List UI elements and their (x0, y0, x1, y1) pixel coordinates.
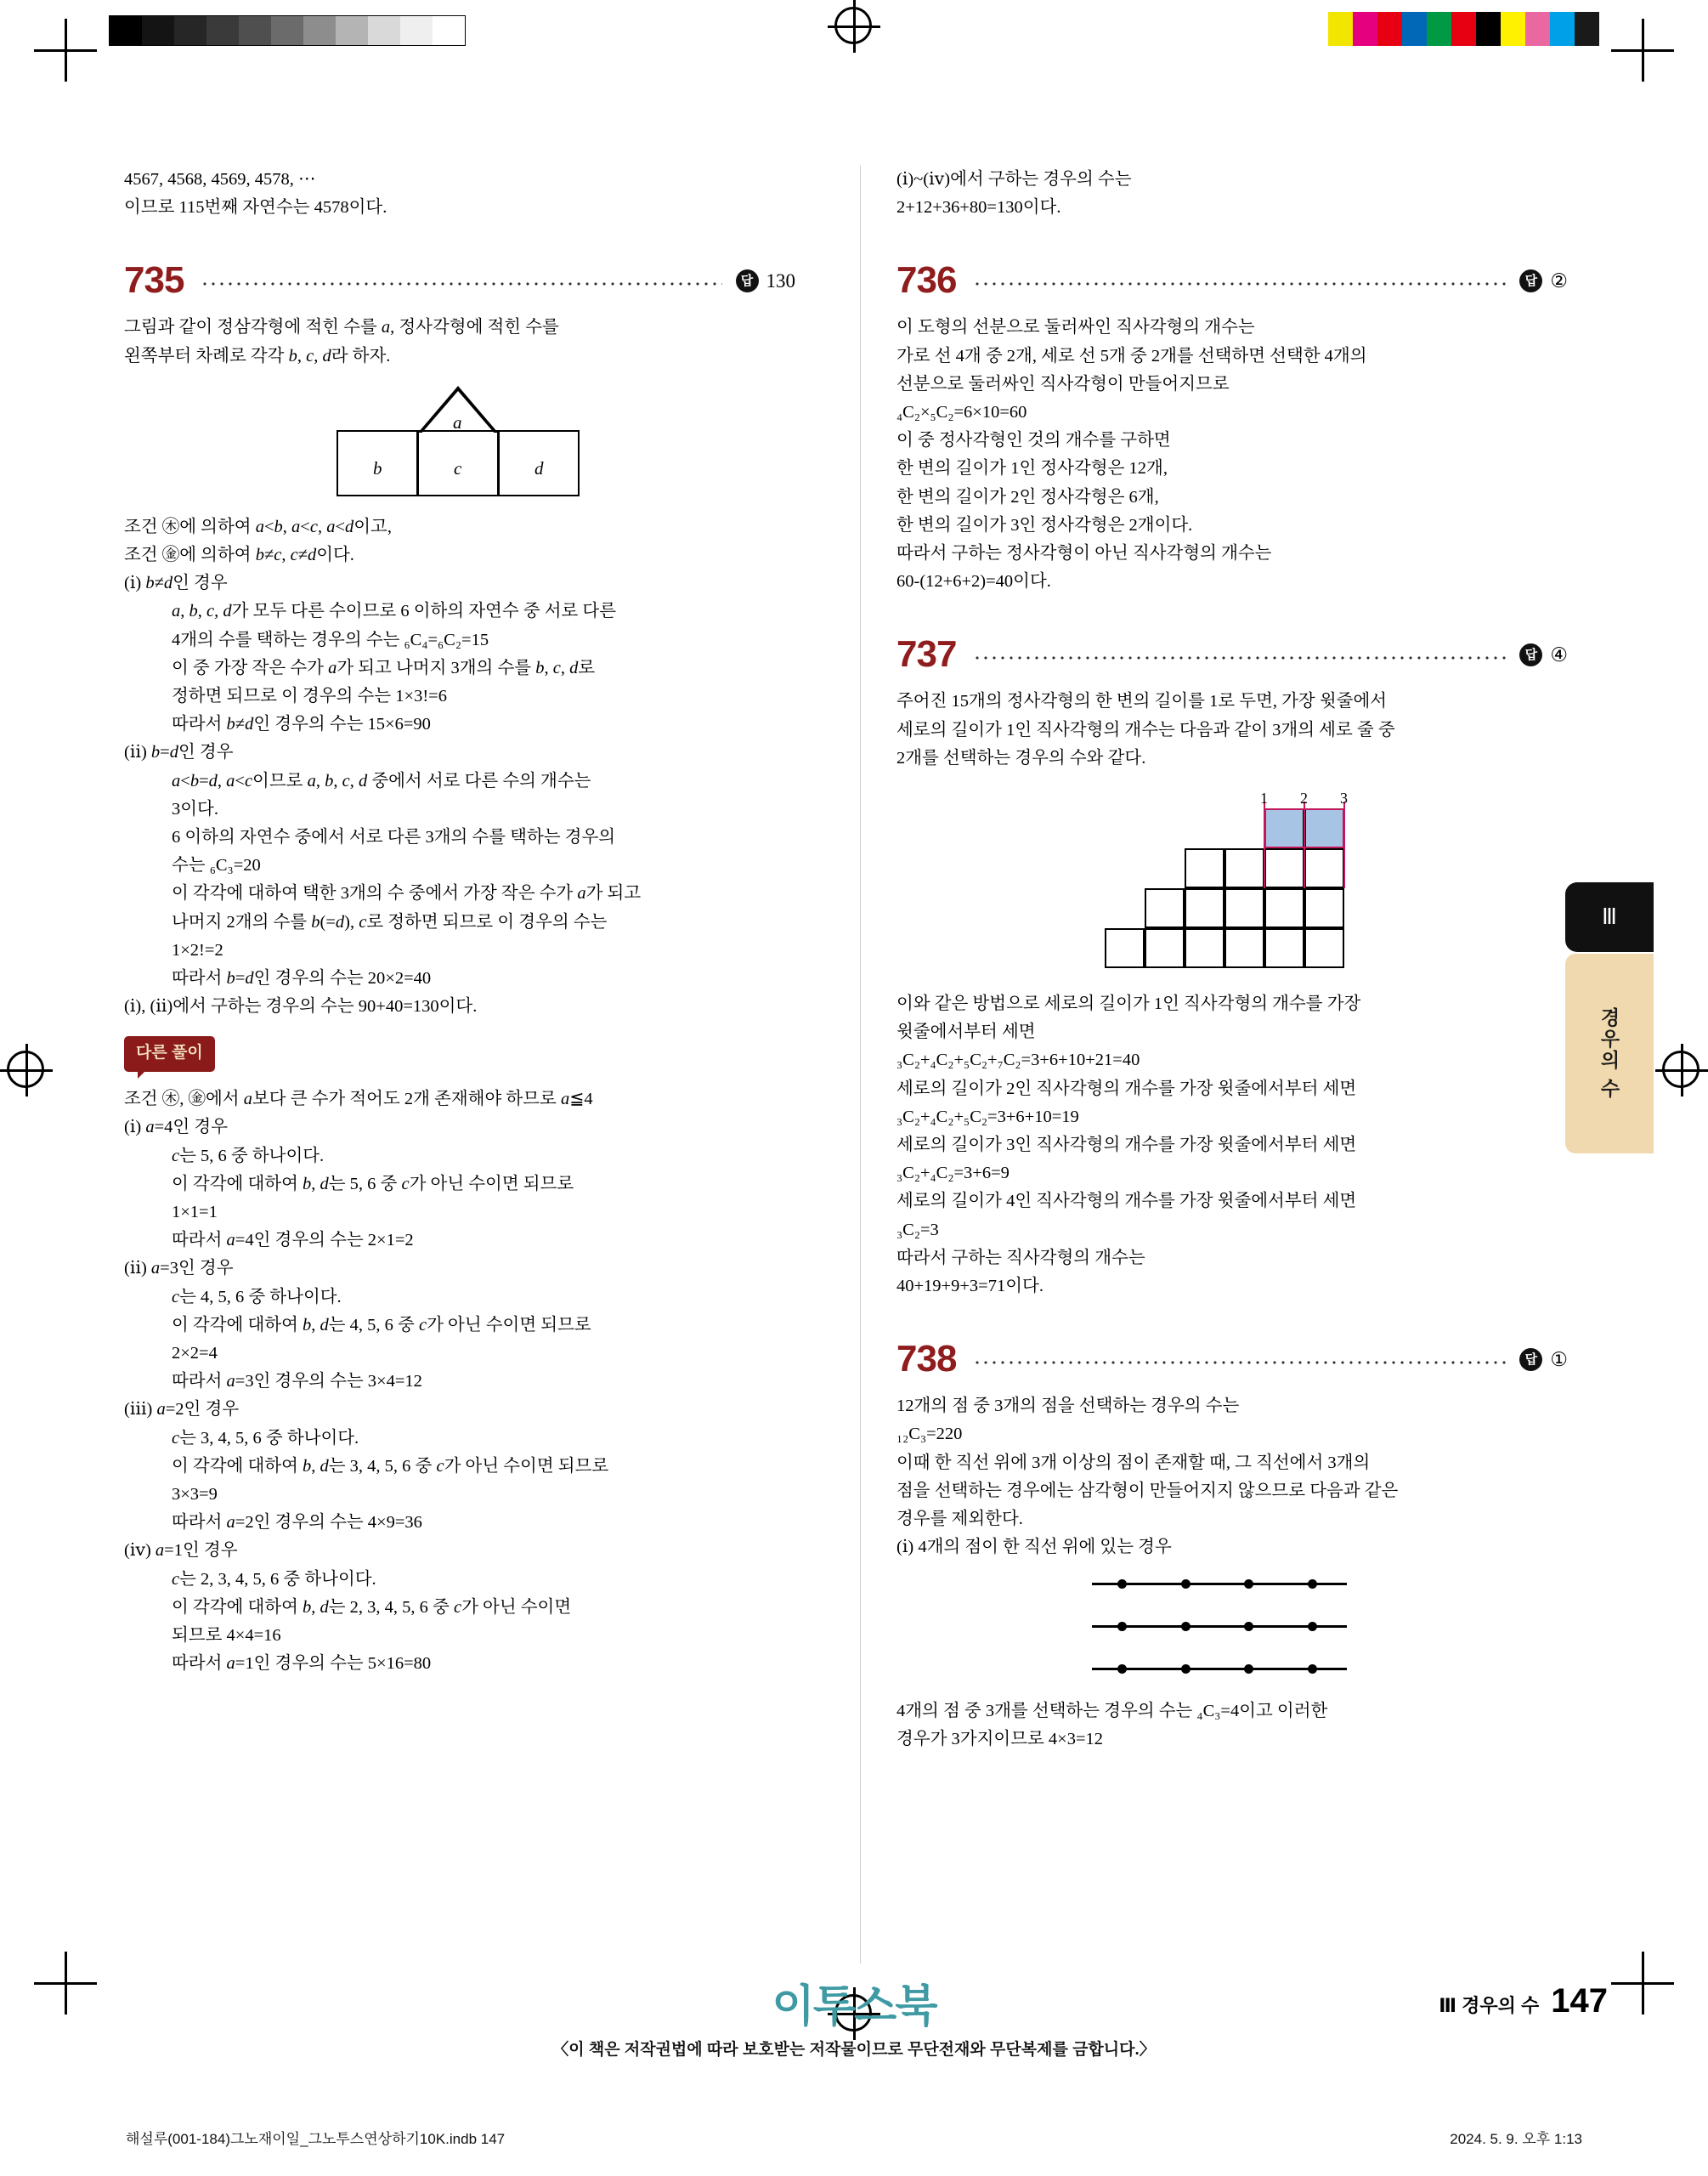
grid-cell (1105, 928, 1145, 968)
collinear-point (1117, 1622, 1127, 1631)
problem-735-header (124, 256, 795, 305)
label-b: b (373, 457, 382, 479)
grid-tick-line-1 (1264, 802, 1265, 888)
collinear-point (1244, 1664, 1253, 1674)
collinear-point (1117, 1579, 1127, 1589)
color-patch-4 (1427, 12, 1451, 46)
answer-circle-icon: 답 (1519, 643, 1542, 666)
gray-patch-0 (110, 16, 142, 45)
problem-736-answer (1519, 265, 1568, 297)
text-line: 이 각각에 대하여 b, d는 3, 4, 5, 6 중 c가 아닌 수이면 되므로 (172, 1456, 609, 1476)
leader-dots (973, 646, 1506, 663)
text-line: 경우가 3가지이므로 4×3=12 (896, 1729, 1104, 1748)
color-patch-0 (1328, 12, 1353, 46)
chapter-tab-title (1565, 954, 1654, 1153)
registration-mark-top (828, 0, 880, 53)
text-line: 주어진 15개의 정사각형의 한 변의 길이를 1로 두면, 가장 윗줄에서 (896, 692, 1388, 711)
text-line: 4개의 수를 택하는 경우의 수는 ₆C₄=₆C₂=15 (172, 630, 489, 649)
color-patch-5 (1451, 12, 1476, 46)
text-line: 세로의 길이가 2인 직사각형의 개수를 가장 윗줄에서부터 세면 (896, 1079, 1357, 1098)
text-line: 따라서 a=2인 경우의 수는 4×9=36 (172, 1513, 422, 1533)
text-line: 점을 선택하는 경우에는 삼각형이 만들어지지 않으므로 다음과 같은 (896, 1481, 1399, 1500)
text-line: 이 각각에 대하여 택한 3개의 수 중에서 가장 작은 수가 a가 되고 (172, 884, 642, 904)
crop-mark-top-left (34, 19, 97, 82)
chapter-title-label: 경우의 수 (1598, 1007, 1620, 1100)
problem-738-solution-part1 (896, 1392, 1568, 1561)
text-line: 이때 한 직선 위에 3개 이상의 점이 존재할 때, 그 직선에서 3개의 (896, 1453, 1371, 1472)
text-line: 따라서 a=1인 경우의 수는 5×16=80 (172, 1654, 432, 1674)
text-line: 따라서 b≠d인 경우의 수는 15×6=90 (172, 715, 431, 734)
grid-tick-label-1: 1 (1260, 790, 1268, 808)
registration-mark-right (1655, 1044, 1708, 1096)
collinear-point (1181, 1579, 1191, 1589)
text-line: 이 각각에 대하여 b, d는 4, 5, 6 중 c가 아닌 수이면 되므로 (172, 1315, 591, 1334)
text-line: 한 변의 길이가 3인 정사각형은 2개이다. (896, 515, 1193, 535)
collinear-point (1308, 1622, 1317, 1631)
gray-patch-3 (206, 16, 239, 45)
gray-patch-9 (400, 16, 433, 45)
leader-dots (201, 272, 721, 289)
grid-cell (1304, 928, 1344, 968)
label-d: d (534, 457, 544, 479)
color-patch-10 (1575, 12, 1599, 46)
problem-737-answer (1519, 639, 1568, 671)
grid-cell (1264, 848, 1304, 888)
problem-735-answer-value: 130 (766, 269, 795, 292)
text-line: 3×3=9 (172, 1485, 218, 1504)
problem-738-header (896, 1334, 1568, 1384)
text-line: 한 변의 길이가 2인 정사각형은 6개, (896, 487, 1159, 507)
problem-738-answer (1519, 1344, 1568, 1375)
footer-chapter-label: Ⅲ 경우의 수 (1439, 1995, 1540, 2016)
grid-cell (1224, 928, 1264, 968)
text-line: (ⅰ), (ⅱ)에서 구하는 경우의 수는 90+40=130이다. (124, 997, 478, 1017)
text-line: (ⅳ) a=1인 경우 (124, 1541, 238, 1561)
collinear-point (1308, 1664, 1317, 1674)
grid-tick-label-2: 2 (1300, 790, 1308, 808)
text-line: 이와 같은 방법으로 세로의 길이가 1인 직사각형의 개수를 가장 (896, 994, 1361, 1014)
crop-mark-bottom-left (34, 1952, 97, 2014)
grid-tick-line-2 (1304, 802, 1305, 888)
grid-cell-selected (1264, 808, 1304, 848)
text-line: 60-(12+6+2)=40이다. (896, 572, 1051, 592)
problem-737-intro (896, 688, 1568, 773)
continued-line-2: 이므로 115번째 자연수는 4578이다. (124, 198, 387, 218)
text-line: 나머지 2개의 수를 b(=d), c로 정하면 되므로 이 경우의 수는 (172, 912, 608, 932)
grid-cell (1264, 928, 1304, 968)
gray-patch-6 (303, 16, 336, 45)
text-line: ₃C₂+₄C₂+₅C₂+₇C₂=3+6+10+21=40 (896, 1051, 1140, 1070)
label-c: c (454, 457, 462, 479)
alt-solution-badge: 다른 풀이 (124, 1036, 215, 1072)
text-line: 조건 ㊍, ㊎에서 a보다 큰 수가 적어도 2개 존재해야 하므로 a≦4 (124, 1090, 593, 1109)
text-line: (ⅰ) b≠d인 경우 (124, 574, 228, 593)
color-patch-7 (1501, 12, 1525, 46)
problem-737-header (896, 630, 1568, 679)
problem-736-answer-value: ② (1550, 269, 1568, 292)
staircase-grid-diagram (1105, 786, 1360, 972)
text-line: c는 2, 3, 4, 5, 6 중 하나이다. (172, 1569, 376, 1589)
grid-tick-line-3 (1343, 802, 1345, 888)
collinear-point (1181, 1664, 1191, 1674)
text-line: 정하면 되므로 이 경우의 수는 1×3!=6 (172, 687, 447, 706)
problem-735-continued (896, 166, 1568, 222)
text-line: ₃C₂+₄C₂+₅C₂=3+6+10=19 (896, 1107, 1079, 1126)
color-patch-3 (1402, 12, 1427, 46)
text-line: 따라서 b=d인 경우의 수는 20×2=40 (172, 969, 432, 989)
text-line: c는 3, 4, 5, 6 중 하나이다. (172, 1428, 359, 1448)
text-line: ₃C₂=3 (896, 1220, 939, 1239)
text-line: 세로의 길이가 1인 직사각형의 개수는 다음과 같이 3개의 세로 줄 중 (896, 720, 1395, 740)
problem-736-solution (896, 314, 1568, 596)
grid-cell-selected (1304, 808, 1344, 848)
grid-cell (1145, 888, 1185, 928)
collinear-point (1117, 1664, 1127, 1674)
answer-circle-icon: 답 (1519, 269, 1542, 292)
gray-patch-2 (174, 16, 206, 45)
problem-735-intro (124, 314, 795, 370)
text-line: 따라서 구하는 직사각형의 개수는 (896, 1248, 1145, 1267)
text-line: 수는 ₆C₃=20 (172, 856, 261, 876)
problem-738-answer-value: ① (1550, 1348, 1568, 1370)
text-line: 따라서 구하는 정사각형이 아닌 직사각형의 개수는 (896, 544, 1272, 564)
continued-line-1: 4567, 4568, 4569, 4578, ⋯ (124, 170, 316, 189)
text-line: (ⅱ) b=d인 경우 (124, 743, 234, 762)
text-line: (ⅲ) a=2인 경우 (124, 1400, 240, 1420)
page-number: 147 (1551, 1982, 1608, 2020)
text-line: 40+19+9+3=71이다. (896, 1277, 1043, 1296)
page-footer (1439, 1982, 1608, 2020)
text-line: 이 중 정사각형인 것의 개수를 구하면 (896, 431, 1171, 450)
left-column (124, 166, 795, 1679)
text-line: 왼쪽부터 차례로 각각 b, c, d라 하자. (124, 346, 391, 366)
text-line: 경우를 제외한다. (896, 1510, 1023, 1529)
column-divider (860, 166, 861, 1964)
text-line: 2+12+36+80=130이다. (896, 198, 1061, 218)
gray-patch-1 (142, 16, 174, 45)
color-calibration-bar (1328, 12, 1599, 46)
triangle-over-squares-diagram (337, 386, 583, 496)
text-line: 2×2=4 (172, 1344, 218, 1363)
registration-mark-left (0, 1044, 53, 1096)
text-line: 4개의 점 중 3개를 선택하는 경우의 수는 ₄C₃=4이고 이러한 (896, 1701, 1328, 1720)
leader-dots (973, 1351, 1506, 1368)
text-line: 선분으로 둘러싸인 직사각형이 만들어지므로 (896, 374, 1230, 394)
gray-patch-8 (368, 16, 400, 45)
problem-735-alt-solution (124, 1085, 795, 1678)
text-line: 조건 ㊎에 의하여 b≠c, c≠d이다. (124, 546, 354, 565)
grid-cell (1304, 848, 1344, 888)
text-line: a, b, c, d가 모두 다른 수이므로 6 이하의 자연수 중 서로 다른 (172, 602, 617, 621)
problem-737-number: 737 (896, 633, 957, 676)
grid-cell (1304, 888, 1344, 928)
gray-patch-7 (336, 16, 368, 45)
grid-tick-label-3: 3 (1340, 790, 1348, 808)
collinear-point (1181, 1622, 1191, 1631)
grid-cell (1145, 928, 1185, 968)
text-line: 세로의 길이가 4인 직사각형의 개수를 가장 윗줄에서부터 세면 (896, 1192, 1357, 1211)
color-patch-9 (1550, 12, 1575, 46)
problem-735-solution (124, 513, 795, 1022)
collinear-point (1308, 1579, 1317, 1589)
print-date-info: 2024. 5. 9. 오후 1:13 (1450, 2131, 1582, 2147)
text-line: (ⅰ) 4개의 점이 한 직선 위에 있는 경우 (896, 1538, 1172, 1557)
text-line: 조건 ㊍에 의하여 a<b, a<c, a<d이고, (124, 517, 392, 536)
text-line: 3이다. (172, 799, 218, 819)
text-line: 12개의 점 중 3개의 점을 선택하는 경우의 수는 (896, 1397, 1240, 1416)
crop-mark-bottom-right (1611, 1952, 1674, 2014)
text-line: 세로의 길이가 3인 직사각형의 개수를 가장 윗줄에서부터 세면 (896, 1136, 1357, 1155)
text-line: 윗줄에서부터 세면 (896, 1023, 1036, 1042)
text-line: (ⅰ) a=4인 경우 (124, 1118, 228, 1137)
collinear-points-diagram (1092, 1574, 1372, 1689)
text-line: 이 도형의 선분으로 둘러싸인 직사각형의 개수는 (896, 318, 1255, 337)
text-line: (ⅰ)~(ⅳ)에서 구하는 경우의 수는 (896, 170, 1132, 189)
grid-cell (1185, 928, 1224, 968)
problem-738-solution-part2 (896, 1697, 1568, 1754)
color-patch-8 (1525, 12, 1550, 46)
problem-737-solution (896, 990, 1568, 1300)
book-icon: 답 (736, 269, 759, 292)
text-line: c는 5, 6 중 하나이다. (172, 1146, 325, 1165)
gray-patch-4 (239, 16, 271, 45)
text-line: 6 이하의 자연수 중에서 서로 다른 3개의 수를 택하는 경우의 (172, 828, 616, 847)
problem-735-answer (736, 265, 796, 297)
crop-mark-top-right (1611, 19, 1674, 82)
collinear-point (1244, 1579, 1253, 1589)
collinear-point (1244, 1622, 1253, 1631)
grid-cell (1185, 848, 1224, 888)
text-line: 되므로 4×4=16 (172, 1626, 281, 1646)
text-line: 1×1=1 (172, 1203, 218, 1222)
gray-patch-5 (271, 16, 303, 45)
color-patch-6 (1476, 12, 1501, 46)
label-a: a (453, 411, 462, 433)
publisher-logo: 이투스북 (772, 1982, 936, 2032)
text-line: 한 변의 길이가 1인 정사각형은 12개, (896, 459, 1168, 479)
grid-cell (1224, 888, 1264, 928)
text-line: 이 각각에 대하여 b, d는 2, 3, 4, 5, 6 중 c가 아닌 수이면 (172, 1597, 572, 1617)
text-line: 가로 선 4개 중 2개, 세로 선 5개 중 2개를 선택하면 선택한 4개의 (896, 346, 1367, 366)
grayscale-calibration-bar (109, 15, 466, 46)
text-line: ₄C₂×₅C₂=6×10=60 (896, 403, 1027, 422)
text-line: 따라서 a=4인 경우의 수는 2×1=2 (172, 1231, 414, 1250)
problem-738-number: 738 (896, 1338, 957, 1380)
text-line: ₁₂C₃=220 (896, 1425, 963, 1444)
text-line: 이 중 가장 작은 수가 a가 되고 나머지 3개의 수를 b, c, d로 (172, 658, 596, 677)
text-line: 1×2!=2 (172, 940, 223, 960)
text-line: 이 각각에 대하여 b, d는 5, 6 중 c가 아닌 수이면 되므로 (172, 1174, 574, 1193)
problem-737-answer-value: ④ (1550, 643, 1568, 666)
print-file-info: 해설루(001-184)그노재이일_그노투스연상하기10K.indb 147 (126, 2131, 506, 2147)
problem-736-header (896, 256, 1568, 305)
color-patch-1 (1353, 12, 1377, 46)
grid-cell (1264, 888, 1304, 928)
leader-dots (973, 272, 1506, 289)
right-column (896, 166, 1568, 1754)
chapter-roman-label: Ⅲ (1602, 904, 1617, 929)
problem-736-number: 736 (896, 259, 957, 302)
answer-circle-icon: 답 (1519, 1348, 1542, 1371)
chapter-tab-roman (1565, 882, 1654, 952)
text-line: (ⅱ) a=3인 경우 (124, 1259, 234, 1278)
text-line: 그림과 같이 정삼각형에 적힌 수를 a, 정사각형에 적힌 수를 (124, 318, 559, 337)
copyright-notice: 〈이 책은 저작권법에 따라 보호받는 저작물이므로 무단전재와 무단복제를 금합니다.〉 (552, 2041, 1156, 2059)
text-line: a<b=d, a<c이므로 a, b, c, d 중에서 서로 다른 수의 개수는 (172, 771, 591, 790)
problem-735-number: 735 (124, 259, 184, 302)
grid-cell (1185, 888, 1224, 928)
text-line: ₃C₂+₄C₂=3+6=9 (896, 1164, 1010, 1183)
gray-patch-10 (433, 16, 465, 45)
text-line: 따라서 a=3인 경우의 수는 3×4=12 (172, 1372, 422, 1391)
color-patch-2 (1377, 12, 1402, 46)
text-line: c는 4, 5, 6 중 하나이다. (172, 1287, 342, 1306)
grid-cell (1224, 848, 1264, 888)
text-line: 2개를 선택하는 경우의 수와 같다. (896, 748, 1146, 768)
